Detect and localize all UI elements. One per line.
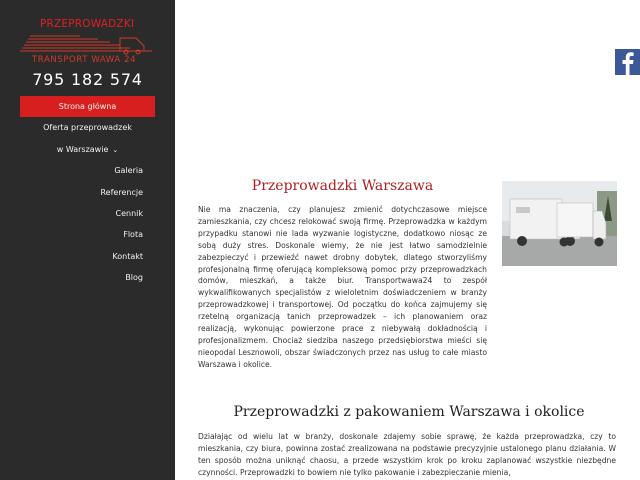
section-body-packing: Działając od wielu lat w branży, doskonale zdajemy sobie sprawę, że każda przeprowadzka, czy to mieszkania, czy biura, powinna zostać zrealizowana na podstawie precyzyjnie ustalonego planu działania. W ten sposób można uniknąć chaosu, a przede wszystkim krok po kroku zaplanować wszystkie niezbędne czynności. Przeprowadzki to bowiem nie tylko pakowanie i zabezpieczanie mienia, (198, 432, 616, 477)
nav-references[interactable]: Referencje (100, 187, 143, 197)
nav-home[interactable]: Strona główna (20, 96, 155, 117)
logo-top-text: PRZEPROWADZKI (40, 18, 135, 30)
logo-truck-graphic (20, 30, 160, 56)
sidebar (0, 0, 175, 480)
nav-blog[interactable]: Blog (125, 273, 143, 283)
moving-trucks-image (502, 181, 617, 266)
phone-number[interactable]: 795 182 574 (32, 70, 143, 89)
nav-fleet[interactable]: Flota (123, 230, 143, 240)
logo-bottom-text: TRANSPORT WAWA 24 (32, 55, 137, 65)
brand-logo[interactable] (20, 18, 160, 68)
nav-pricing[interactable]: Cennik (115, 208, 143, 218)
nav-contact[interactable]: Kontakt (112, 251, 143, 261)
section-title-warsaw: Przeprowadzki Warszawa (251, 178, 434, 194)
main-nav (20, 96, 155, 289)
nav-gallery[interactable]: Galeria (114, 166, 143, 176)
chevron-down-icon: ⌄ (112, 145, 119, 154)
facebook-icon (615, 49, 640, 75)
nav-offer[interactable]: Oferta przeprowadzek (43, 123, 132, 133)
nav-warsaw[interactable] (20, 139, 155, 160)
facebook-button[interactable] (615, 49, 640, 75)
section-title-packing: Przeprowadzki z pakowaniem Warszawa i okolice (233, 404, 585, 420)
section-body-warsaw: Nie ma znaczenia, czy planujesz zmienić dotychczasowe miejsce zamieszkania, czy chcesz relokować swoją firmę. Przeprowadzka w każdym przypadku stanowi nie lada wyzwanie logistyczne, dodatkowo niosąc ze sobą duży stres. Doskonale wiemy, że nie jest łatwo samodzielnie zabezpieczyć i przewieźć nawet drobny dobytek, dlatego stworzyliśmy profesjonalną firmę oferującą kompleksową pomoc przy przeprowadzkach domów, mieszkań, a także biur. Transportwawa24 to zespół wykwalifikowanych specjalistów z wieloletnim doświadczeniem w branży przeprowadzkowej i transportowej. Od początku do końca zajmujemy się rzetelną organizacją tanich przeprowadzek – ich planowaniem oraz realizacją, wykonując powierzone prace z niebywałą dokładnością i profesjonalizmem. Chociaż siedziba naszego przedsiębiorstwa mieści się nieopodal Lesznowoli, obszar świadczonych przez nas usług to całe miasto Warszawa i okolice. (198, 205, 487, 369)
nav-warsaw-label: w Warszawie (56, 144, 109, 154)
